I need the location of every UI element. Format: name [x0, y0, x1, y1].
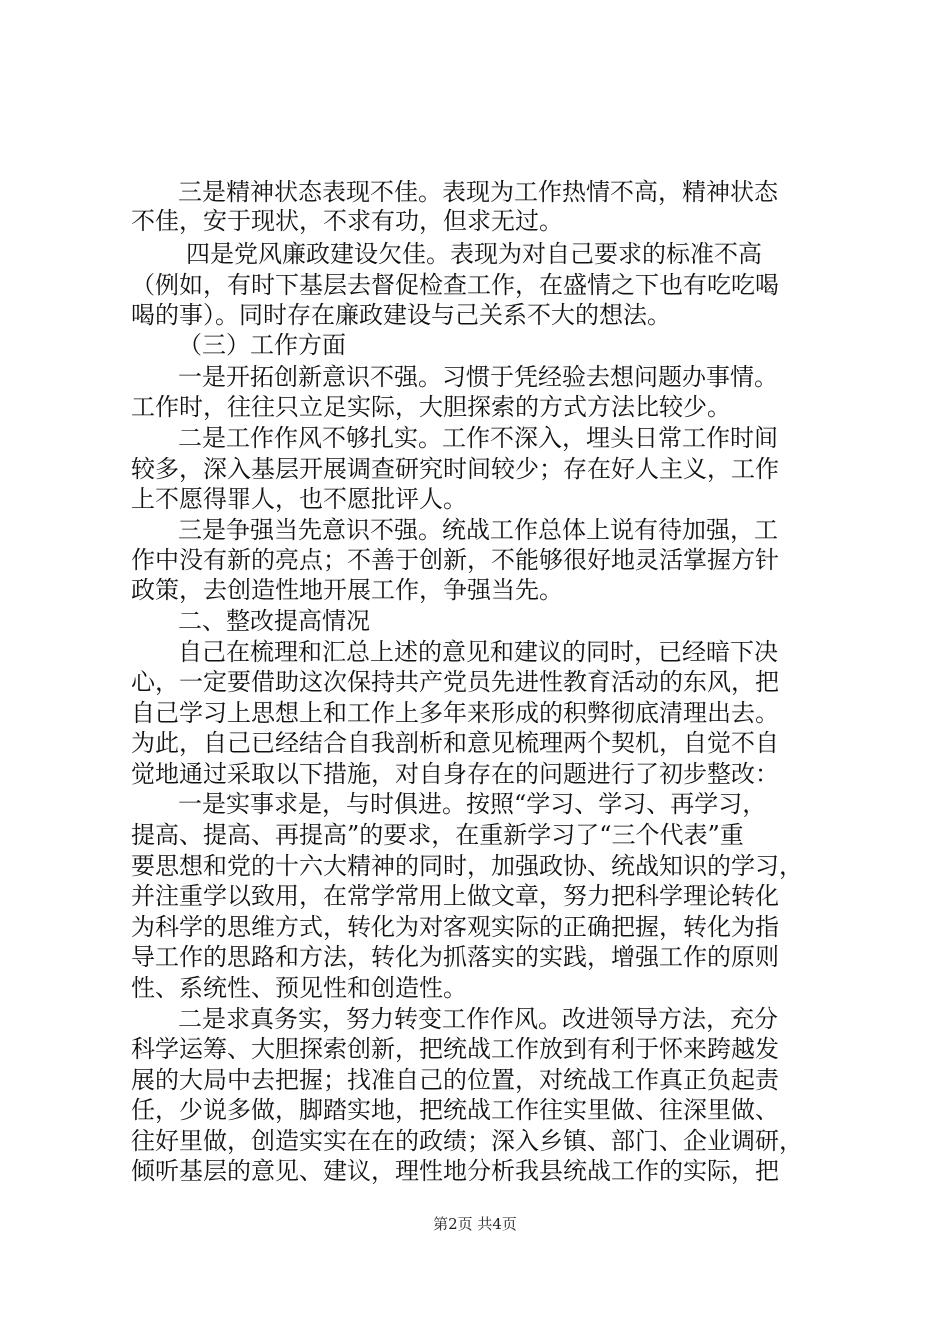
text-line: 三是争强当先意识不强。统战工作总体上说有待加强，工	[178, 516, 778, 544]
text-line: 自己在梳理和汇总上述的意见和建议的同时，已经暗下决	[178, 638, 778, 666]
section-heading: 二、整改提高情况	[178, 607, 370, 635]
text-line: 一是开拓创新意识不强。习惯于凭经验去想问题办事情。	[178, 363, 778, 391]
text-line: 上不愿得罪人，也不愿批评人。	[131, 485, 467, 513]
text-line: 自己学习上思想上和工作上多年来形成的积弊彻底清理出去。	[131, 699, 779, 727]
text-line: 不佳，安于现状，不求有功，但求无过。	[131, 207, 563, 235]
text-line: 作中没有新的亮点；不善于创新，不能够很好地灵活掌握方针	[131, 546, 779, 574]
text-line: 二是工作作风不够扎实。工作不深入，埋头日常工作时间	[178, 424, 778, 452]
text-line: 为此，自己已经结合自我剖析和意见梳理两个契机，自觉不自	[131, 729, 779, 757]
text-line: 往好里做，创造实实在在的政绩；深入乡镇、部门、企业调研，	[131, 1127, 803, 1155]
text-line: 导工作的思路和方法，转化为抓落实的实践，增强工作的原则	[131, 943, 779, 971]
text-line: 二是求真务实，努力转变工作作风。改进领导方法，充分	[178, 1005, 778, 1033]
text-line: 一是实事求是，与时俱进。按照“学习、学习、再学习，	[178, 790, 767, 818]
text-line: 较多，深入基层开展调查研究时间较少；存在好人主义，工作	[131, 455, 779, 483]
page-number-footer: 第2页 共4页	[433, 1215, 517, 1233]
text-line: 四是党风廉政建设欠佳。表现为对自己要求的标准不高	[186, 240, 762, 268]
text-line: 政策，去创造性地开展工作，争强当先。	[131, 576, 563, 604]
text-line: 科学运筹、大胆探索创新，把统战工作放到有利于怀来跨越发	[131, 1035, 779, 1063]
text-line: 任，少说多做，脚踏实地，把统战工作往实里做、往深里做、	[131, 1096, 779, 1124]
text-line: 三是精神状态表现不佳。表现为工作热情不高，精神状态	[178, 178, 778, 206]
text-line: 喝的事）。同时存在廉政建设与己关系不大的想法。	[131, 301, 671, 329]
text-line: 心，一定要借助这次保持共产党员先进性教育活动的东风，把	[131, 668, 779, 696]
text-line: 工作时，往往只立足实际，大胆探索的方式方法比较少。	[131, 393, 731, 421]
section-heading: （三）工作方面	[178, 331, 346, 359]
text-line: 性、系统性、预见性和创造性。	[131, 974, 467, 1002]
text-line: 觉地通过采取以下措施，对自身存在的问题进行了初步整改：	[131, 760, 779, 788]
text-line: （例如，有时下基层去督促检查工作，在盛情之下也有吃吃喝	[131, 271, 779, 299]
text-line: 要思想和党的十六大精神的同时，加强政协、统战知识的学习，	[131, 852, 803, 880]
text-line: 倾听基层的意见、建议，理性地分析我县统战工作的实际，把	[131, 1157, 779, 1185]
text-line: 为科学的思维方式，转化为对客观实际的正确把握，转化为指	[131, 913, 779, 941]
text-line: 展的大局中去把握；找准自己的位置，对统战工作真正负起责	[131, 1066, 779, 1094]
text-line: 并注重学以致用，在常学常用上做文章，努力把科学理论转化	[131, 882, 779, 910]
text-line: 提高、提高、再提高”的要求，在重新学习了“三个代表”重	[131, 821, 744, 849]
